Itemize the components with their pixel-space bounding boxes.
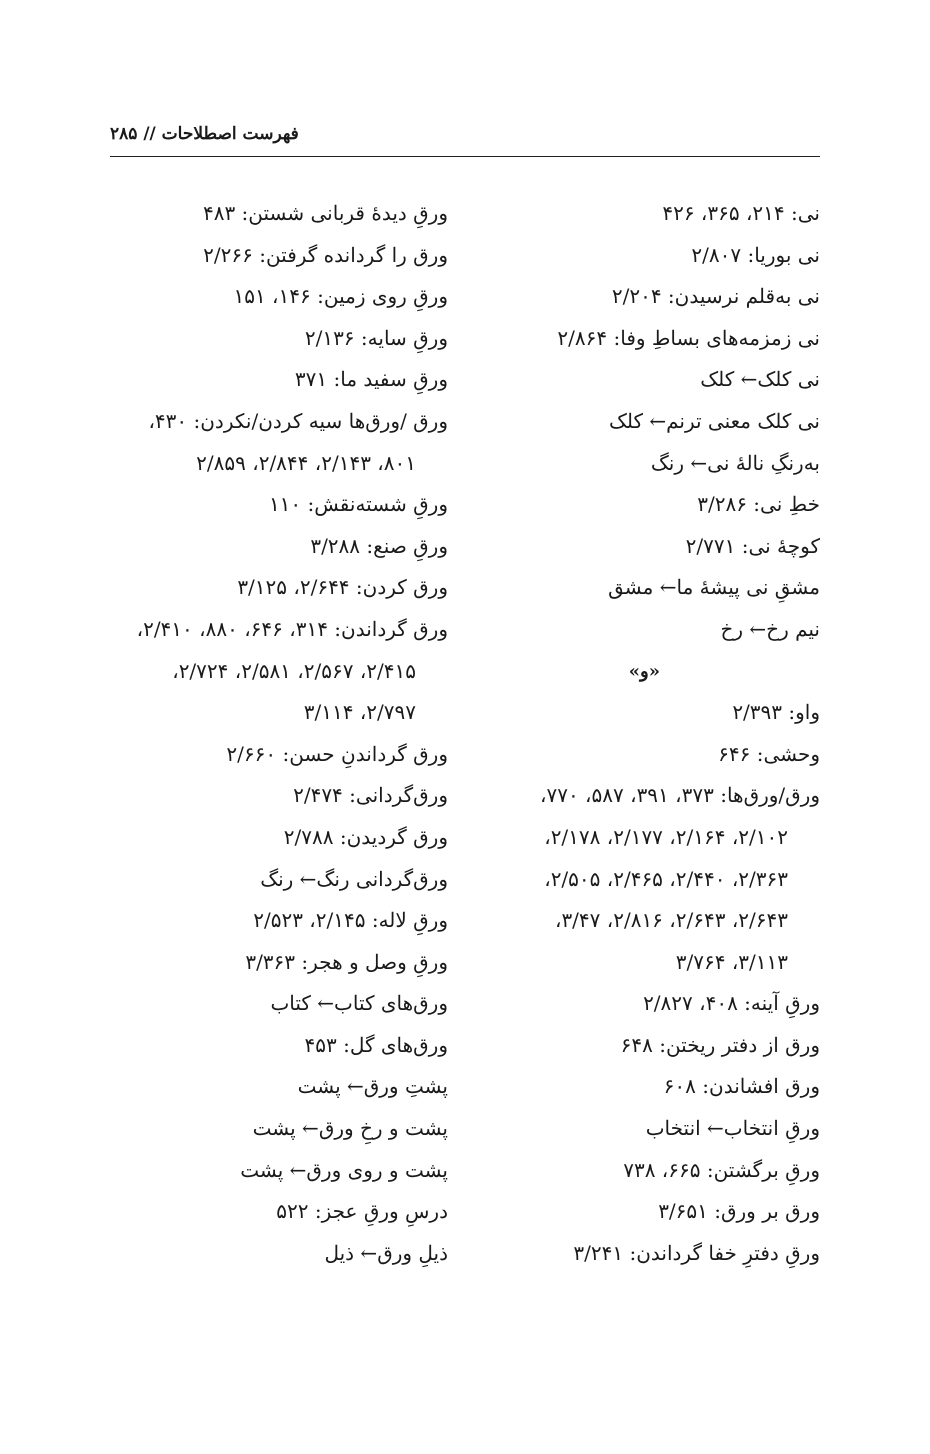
index-entry: ورق گردیدن: ۲/۷۸۸ [283,824,448,849]
index-entry: پشت و روی ورق← پشت [240,1157,448,1182]
index-entry: ورقِ دیدهٔ قربانی شستن: ۴۸۳ [202,201,448,225]
index-column-left [98,193,448,1274]
index-entry: ورقِ سفید ما: ۳۷۱ [294,367,448,392]
header-title-line [110,124,299,144]
index-entry: ورقِ وصل و هجر: ۳/۳۶۳ [245,949,448,974]
index-entry: ورقِ شسته‌نقش: ۱۱۰ [268,492,448,517]
header-title: فهرست اصطلاحات [161,124,299,144]
index-entry: ورق از دفتر ریختن: ۶۴۸ [620,1032,820,1057]
index-entry-continuation: ۲/۷۹۷، ۳/۱۱۴ [303,700,416,725]
index-entry: به‌رنگِ نالهٔ نی← رنگ [650,450,820,475]
index-entry: ورق کردن: ۲/۶۴۴، ۳/۱۲۵ [237,575,448,600]
index-entry: خطِ نی: ۳/۲۸۶ [697,492,820,517]
section-letter-heading: «و» [628,660,660,682]
index-entry: ورق افشاندن: ۶۰۸ [663,1074,820,1099]
index-entry: ورق/ورق‌ها: ۳۷۳، ۳۹۱، ۵۸۷، ۷۷۰، [540,783,820,808]
index-entry: ورقِ دفترِ خفا گرداندن: ۳/۲۴۱ [573,1240,820,1265]
index-entry: نیم رخ← رخ [720,616,820,641]
index-entry: ورقِ روی زمین: ۱۴۶، ۱۵۱ [233,284,448,309]
index-entry: ورق‌گردانی رنگ← رنگ [260,866,448,891]
index-entry: ذیلِ ورق← ذیل [324,1240,448,1265]
index-entry: پشتِ ورق← پشت [297,1074,448,1099]
index-entry: نی کلک معنی ترنم← کلک [608,408,820,433]
index-entry: ورقِ صنع: ۳/۲۸۸ [310,533,448,558]
index-entry-continuation: ۲/۱۰۲، ۲/۱۶۴، ۲/۱۷۷، ۲/۱۷۸، [544,824,788,849]
index-entry: ورق‌های گل: ۴۵۳ [304,1032,448,1057]
index-entry-continuation: ۸۰۱، ۲/۱۴۳، ۲/۸۴۴، ۲/۸۵۹ [196,450,416,475]
running-header [110,120,820,157]
header-separator: // [143,124,156,144]
index-entry: کوچهٔ نی: ۲/۷۷۱ [685,533,820,558]
index-entry: ورق‌گردانی: ۲/۴۷۴ [293,783,448,808]
index-entry-continuation: ۲/۶۴۳، ۲/۶۴۳، ۲/۸۱۶، ۳/۴۷، [554,908,788,933]
page-number: ۲۸۵ [110,124,138,144]
index-entry: مشقِ نی پیشهٔ ما← مشق [608,575,820,600]
index-entry-continuation: ۳/۱۱۳، ۳/۷۶۴ [675,949,788,974]
index-entry: پشت و رخِ ورق← پشت [252,1116,448,1141]
index-column-right [490,193,820,1274]
index-entry: درسِ ورقِ عجز: ۵۲۲ [276,1199,448,1224]
index-entry: نی: ۲۱۴، ۳۶۵، ۴۲۶ [662,201,820,225]
index-entry-continuation: ۲/۴۱۵، ۲/۵۶۷، ۲/۵۸۱، ۲/۷۲۴، [172,658,416,683]
index-entry-continuation: ۲/۳۶۳، ۲/۴۴۰، ۲/۴۶۵، ۲/۵۰۵، [544,866,788,891]
index-entry: ورقِ انتخاب← انتخاب [645,1116,820,1141]
index-entry: نی کلک← کلک [700,367,820,392]
index-entry: نی زمزمه‌های بساطِ وفا: ۲/۸۶۴ [557,325,820,350]
index-entry: ورقِ برگشتن: ۶۶۵، ۷۳۸ [623,1157,820,1182]
index-entry: نی بوریا: ۲/۸۰۷ [691,242,820,267]
index-entry: ورق /ورق‌ها سیه کردن/نکردن: ۴۳۰، [148,408,448,433]
index-entry: ورق گرداندنِ حسن: ۲/۶۶۰ [226,741,448,766]
index-entry: ورق گرداندن: ۳۱۴، ۶۴۶، ۸۸۰، ۲/۴۱۰، [136,616,448,641]
index-entry: وحشی: ۶۴۶ [718,741,820,766]
index-entry: ورقِ آینه: ۴۰۸، ۲/۸۲۷ [643,991,820,1016]
index-entry: واو: ۲/۳۹۳ [732,700,820,725]
index-entry: نی به‌قلم نرسیدن: ۲/۲۰۴ [611,284,820,309]
index-entry: ورق‌های کتاب← کتاب [270,991,448,1016]
index-entry: ورق را گردانده گرفتن: ۲/۲۶۶ [203,242,448,267]
index-entry: ورقِ سایه: ۲/۱۳۶ [304,325,448,350]
index-entry: ورقِ لاله: ۲/۱۴۵، ۲/۵۲۳ [253,908,448,933]
index-entry: ورق بر ورق: ۳/۶۵۱ [658,1199,820,1224]
